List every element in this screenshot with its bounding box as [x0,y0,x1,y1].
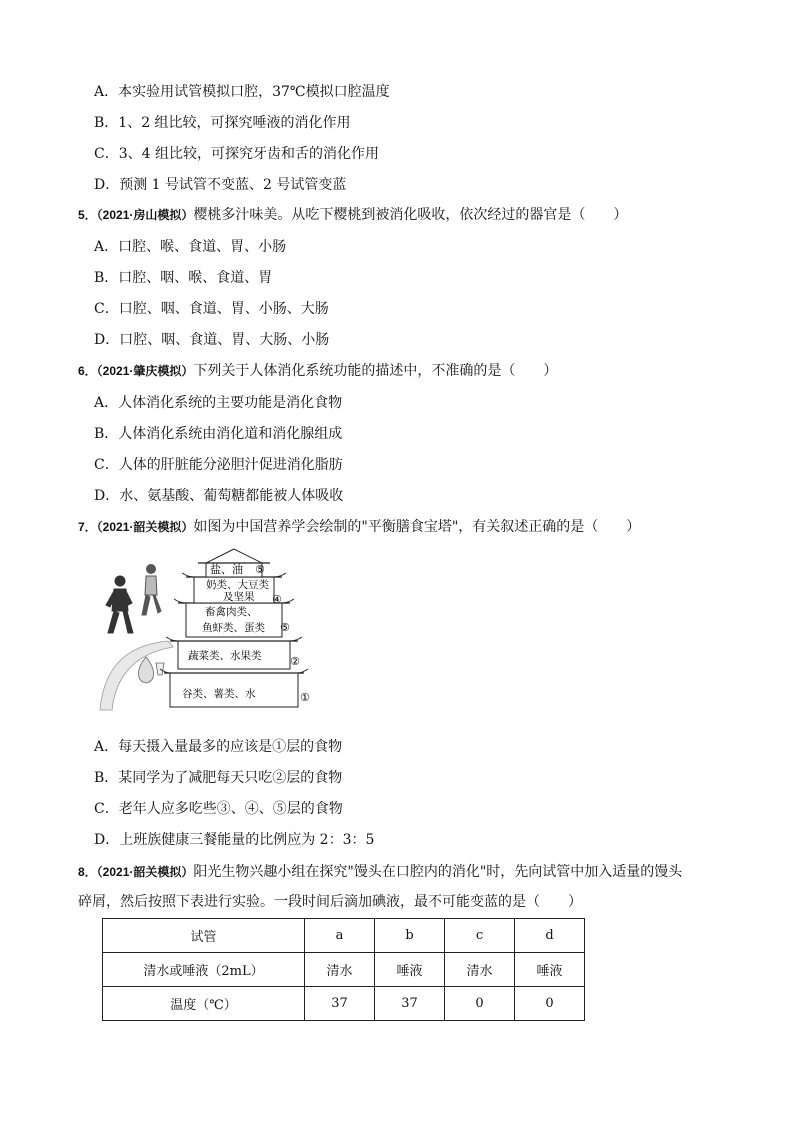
q4-option-d: D．预测 1 号试管不变蓝、2 号试管变蓝 [94,177,347,193]
pyramid-level-5-label: 盐、油 [210,563,243,576]
pyramid-mark-5-top: ⑤ [255,563,265,576]
table-cell: 清水 [445,953,515,987]
pyramid-level-3-label-a: 畜禽肉类、 [205,606,258,618]
q7-option-c: C．老年人应多吃些③、④、⑤层的食物 [94,801,343,817]
table-cell: 37 [375,987,445,1021]
table-cell: 唾液 [515,953,585,987]
q7-option-a: A．每天摄入量最多的应该是①层的食物 [94,739,343,755]
table-cell: 唾液 [375,953,445,987]
table-cell: c [445,919,515,953]
q6-option-c: C．人体的肝脏能分泌胆汁促进消化脂肪 [94,457,343,473]
q8-stem-line-1 [78,863,682,881]
table-cell: 0 [445,987,515,1021]
table-cell: a [305,919,375,953]
pyramid-level-4-label-a: 奶类、大豆类 [206,579,269,591]
q7-stem-line [78,518,640,536]
table-cell: b [375,919,445,953]
q6-stem-line [78,362,557,380]
q6-option-b: B．人体消化系统由消化道和消化腺组成 [94,426,343,442]
q8-stem-1: 阳光生物兴趣小组在探究"馒头在口腔内的消化"时，先向试管中加入适量的馒头 [193,864,683,880]
q4-option-b: B．1、2 组比较，可探究唾液的消化作用 [94,115,351,131]
q6-stem: 下列关于人体消化系统功能的描述中，不准确的是（ ） [193,363,558,379]
q7-stem: 如图为中国营养学会绘制的"平衡膳食宝塔"，有关叙述正确的是（ ） [193,519,641,535]
road-curve [100,641,173,710]
q6-option-a: A．人体消化系统的主要功能是消化食物 [94,395,343,411]
table-cell: 37 [305,987,375,1021]
table-row [103,953,585,987]
pyramid-mark-2: ② [290,655,300,668]
pyramid-mark-1: ① [300,691,310,704]
pyramid-mark-3: ⑤ [280,621,290,634]
table-cell: 0 [515,987,585,1021]
table-row [103,987,585,1021]
q5-option-c: C．口腔、咽、食道、胃、小肠、大肠 [94,301,329,317]
q7-number: 7．（2021·韶关模拟） [78,520,194,534]
q6-option-d: D．水、氨基酸、葡萄糖都能被人体吸收 [94,488,344,504]
q5-stem-line [78,206,627,224]
q4-option-a: A．本实验用试管模拟口腔，37℃模拟口腔温度 [94,84,390,100]
q5-stem: 樱桃多汁味美。从吃下樱桃到被消化吸收，依次经过的器官是（ ） [193,207,628,223]
water-drop-icon [139,657,154,683]
table-cell: d [515,919,585,953]
pyramid-mark-4: ④ [272,593,282,606]
q5-option-b: B．口腔、咽、喉、食道、胃 [94,270,273,286]
pyramid-level-2-label: 蔬菜类、水果类 [188,650,262,662]
pyramid-level-1-label: 谷类、薯类、水 [182,688,256,700]
q7-option-d: D．上班族健康三餐能量的比例应为 2：3：5 [94,832,375,848]
runner-woman-icon [142,565,161,616]
table-header-row [103,919,585,953]
pyramid-level-3-label-b: 鱼虾类、蛋类 [202,622,265,634]
q6-number: 6．（2021·肇庆模拟） [78,364,194,378]
table-cell: 清水或唾液（2mL） [103,953,305,987]
q5-option-d: D．口腔、咽、食道、胃、大肠、小肠 [94,332,330,348]
experiment-table [102,918,585,1021]
q7-option-b: B．某同学为了减肥每天只吃②层的食物 [94,770,343,786]
table-cell: 清水 [305,953,375,987]
q5-number: 5．（2021·房山模拟） [78,208,194,222]
q4-option-c: C．3、4 组比较，可探究牙齿和舌的消化作用 [94,146,379,162]
food-pyramid-figure [98,545,323,715]
table-cell: 温度（℃） [103,987,305,1021]
q8-stem-line-2: 碎屑，然后按照下表进行实验。一段时间后滴加碘液，最不可能变蓝的是（ ） [78,894,582,910]
q8-number: 8．（2021·韶关模拟） [78,865,194,879]
q5-option-a: A．口腔、喉、食道、胃、小肠 [94,239,287,255]
runner-man-icon [106,576,133,633]
table-cell: 试管 [103,919,305,953]
pyramid-level-4-label-b: 及坚果 [223,591,255,603]
